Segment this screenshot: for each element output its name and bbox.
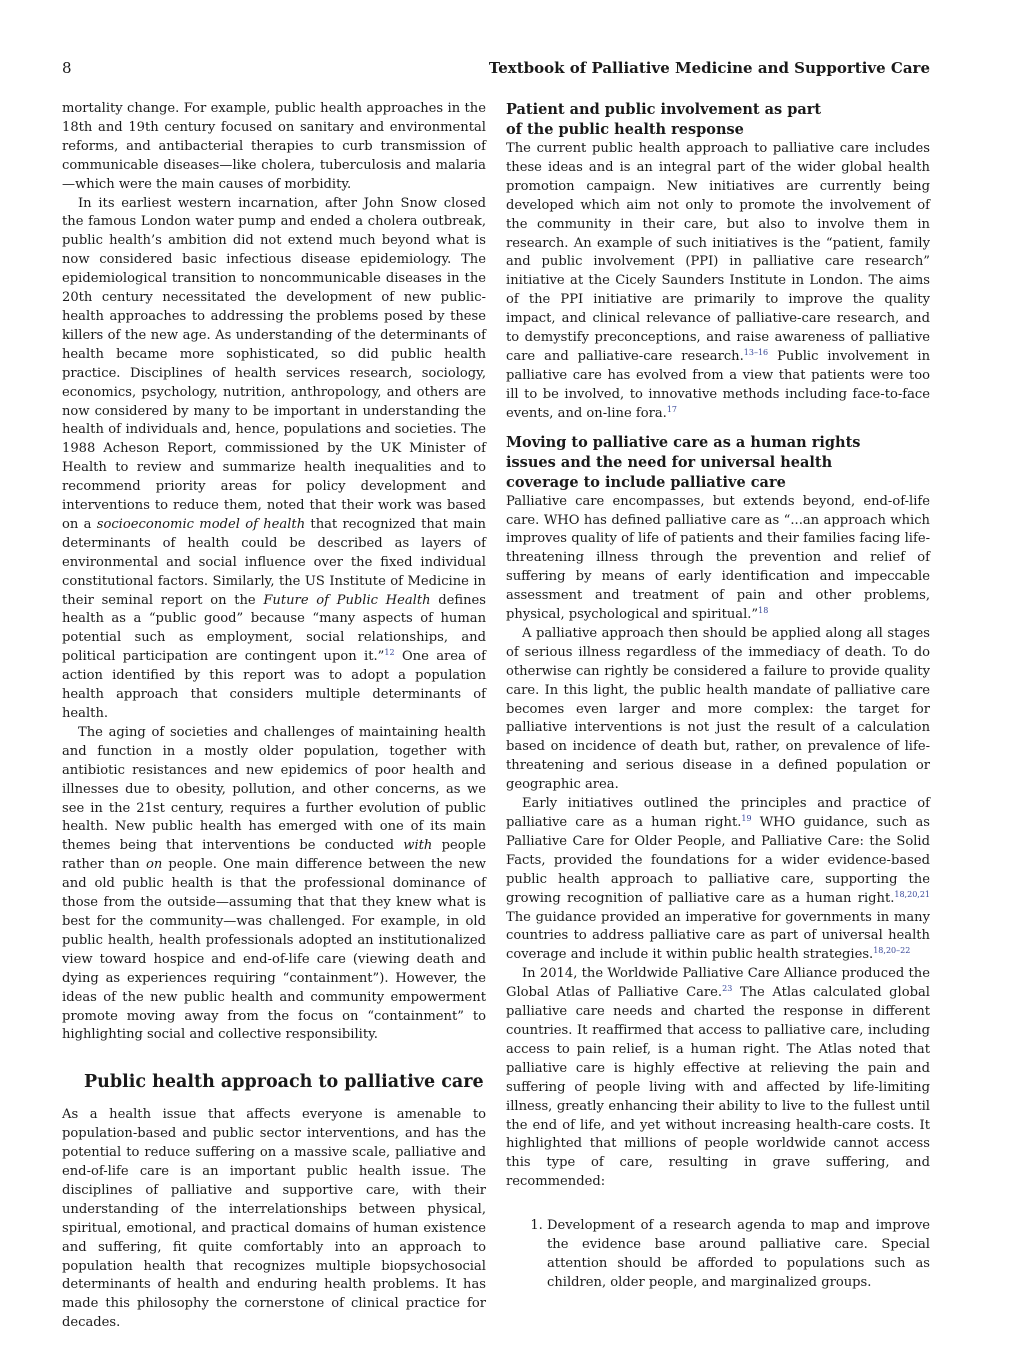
- heading-line: Patient and public involvement as part: [506, 101, 822, 118]
- text-run: The aging of societies and challenges of maintaining health and function in a mostly older population, together with antibiotic resistances and new epidemics of poor health and illnesses due to obesity, pollution, and other concerns, as we see in the 21st century, requires a further evolution of public health. New public health has emerged with one of its main themes being that interventions be conducted: [62, 724, 486, 854]
- paragraph-early-initiatives: [506, 795, 930, 965]
- text-run: defines health as a “public good” because “many aspects of human potential such as employment, social relationships, and political participation are contingent upon it.”: [62, 592, 486, 665]
- emphasis: socioeconomic model of health: [96, 516, 306, 532]
- paragraph-ppi: [506, 140, 930, 424]
- heading-line: Moving to palliative care as a human rights: [506, 433, 861, 451]
- paragraph-acheson: [62, 195, 486, 724]
- text-run: that recognized that main determinants of health could be described as layers of environmental and social influence over the fixed individual constitutional factors. Similarly, the US Institute of Medicine in their seminal report on the: [62, 516, 486, 608]
- text-run: The current public health approach to palliative care includes these ideas and is an integral part of the wider global health promotion campaign. New initiatives are currently being developed which aim not only to promote the involvement of the community in their care, but also to involve them in research. An example of such initiatives is the “patient, family and public involvement (PPI) in palliative care research” initiative at the Cicely Saunders Institute in London. The aims of the PPI initiative are primarily to improve the quality impact, and clinical relevance of palliative-care research, and to demystify preconceptions, and raise awareness of palliative care and palliative-care research.: [506, 141, 930, 364]
- paragraph-aging: [62, 724, 486, 1045]
- text-run: In its earliest western incarnation, after John Snow closed the famous London water pump and ended a cholera outbreak, public health’s ambition did not extend much beyond what is now considered basic infectious disease epidemiology. The epidemiological transition to noncommunicable diseases in the 20th century necessitated the development of new public-health approaches to addressing the problems posed by these killers of the new age. As understanding of the determinants of health became more sophisticated, so did public health practice. Disciplines of health services research, sociology, economics, psychology, nutrition, anthropology, and others are now considered by many to be important in understanding the health of individuals and, hence, populations and societies. The 1988 Acheson Report, commissioned by the UK Minister of Health to review and summarize health inequalities and to recommend priority areas for policy development and interventions to reduce them, noted that their work was based on a: [62, 195, 486, 532]
- text-run: In 2014, the Worldwide Palliative Care Alliance produced the Global Atlas of Palliative Care.: [506, 966, 930, 1001]
- subsection-heading-human-rights: [506, 433, 930, 493]
- text-run: Palliative care encompasses, but extends beyond, end-of-life care. WHO has defined palliative care as “...an approach which improves quality of life of patients and their families facing life-threatening illness through the prevention and relief of suffering by means of early identification and impeccable assessment and treatment of pain and other problems, physical, psychological and spiritual.”: [506, 493, 930, 623]
- section-heading: Public health approach to palliative care: [84, 1072, 484, 1093]
- citation-ref[interactable]: 17: [666, 404, 678, 414]
- paragraph-global-atlas: [506, 965, 930, 1192]
- text-run: people rather than: [62, 838, 486, 873]
- citation-ref[interactable]: 18,20,21: [894, 889, 930, 899]
- citation-ref[interactable]: 13–16: [743, 347, 769, 357]
- heading-line: coverage to include palliative care: [506, 473, 786, 491]
- emphasis: with: [403, 838, 433, 854]
- heading-line: issues and the need for universal health: [506, 453, 833, 471]
- citation-ref[interactable]: 19: [741, 814, 752, 823]
- left-column: [62, 100, 486, 1333]
- list-item: 1. Development of a research agenda to map and improve the evidence base around palliative care. Special attention should be afforded to populations such as children, older people, and marginalized groups.: [547, 1217, 930, 1293]
- citation-ref[interactable]: 18: [758, 606, 769, 616]
- text-run: The guidance provided an imperative for governments in many countries to address palliative care as part of universal health coverage and include it within public health strategies.: [506, 909, 930, 963]
- text-run: WHO guidance, such as Palliative Care for Older People, and Palliative Care: the Solid Facts, provided the foundations for a wider evidence-based public health approach to palliative care, supporting the growing recognition of palliative care as a human right.: [506, 815, 930, 906]
- right-column: [506, 100, 930, 1293]
- text-run: One area of action identified by this report was to adopt a population health approach that considers multiple determinants of health.: [62, 649, 486, 721]
- paragraph: As a health issue that affects everyone is amenable to population-based and public sector interventions, and has the potential to reduce suffering on a massive scale, palliative and end-of-life care is an important public health issue. The disciplines of palliative and supportive care, with their understanding of the interrelationships between physical, spiritual, emotional, and practical domains of human existence and suffering, fit quite comfortably into an approach to population health that recognizes multiple biopsychosocial determinants of health and enduring health problems. It has made this philosophy the cornerstone of clinical practice for decades.: [62, 1107, 486, 1331]
- citation-ref[interactable]: 23: [722, 984, 733, 994]
- running-head-title: Textbook of Palliative Medicine and Supportive Care: [488, 59, 930, 77]
- paragraph: A palliative approach then should be applied along all stages of serious illness regardless of the immediacy of death. To do otherwise can rightly be considered a failure to provide quality care. In this light, the public health mandate of palliative care becomes even larger and more complex: the target for palliative interventions is not just the result of a calculation based on incidence of death but, rather, on prevalence of life-threatening and serious disease in a defined population or geographic area.: [506, 625, 930, 793]
- text-run: Early initiatives outlined the principles and practice of palliative care as a human right.: [506, 796, 930, 830]
- page-number: 8: [62, 59, 72, 77]
- text-run: people. One main difference between the new and old public health is that the professional dominance of those from the outside—assuming that that they knew what is best for the community—was challenged. For example, in old public health, health professionals adopted an institutionalized view toward hospice and end-of-life care (viewing death and dying as experiences requiring “containment”). However, the ideas of the new public health and community empowerment promote moving away from the focus on “containment” to highlighting social and collective responsibility.: [62, 857, 486, 1043]
- text-run: The Atlas calculated global palliative care needs and charted the response in different countries. It reaffirmed that access to palliative care, including access to pain relief, is a human right. The Atlas noted that palliative care is highly effective at relieving the pain and suffering of people living with and affected by life-limiting illness, greatly enhancing their ability to live to the fullest until the end of life, and yet without increasing health-care costs. It highlighted that millions of people worldwide cannot access this type of care, resulting in grave suffering, and recommended:: [506, 985, 930, 1190]
- heading-line: of the public health response: [506, 121, 744, 138]
- paragraph: mortality change. For example, public health approaches in the 18th and 19th century focused on sanitary and environmental reforms, and antibacterial therapies to curb transmission of communicable diseases—like cholera, tuberculosis and malaria—which were the main causes of morbidity.: [62, 101, 486, 192]
- text-run: Public involvement in palliative care has evolved from a view that patients were too ill to be involved, to innovative methods including face-to-face events, and on-line fora.: [506, 348, 930, 421]
- subsection-heading-ppi: [506, 100, 930, 140]
- emphasis: on: [145, 857, 163, 873]
- recommendations-list: [506, 1217, 930, 1293]
- citation-ref[interactable]: 12: [384, 648, 395, 658]
- emphasis: Future of Public Health: [263, 592, 431, 608]
- paragraph-who-definition: [506, 493, 930, 625]
- citation-ref[interactable]: 18,20–22: [873, 946, 911, 956]
